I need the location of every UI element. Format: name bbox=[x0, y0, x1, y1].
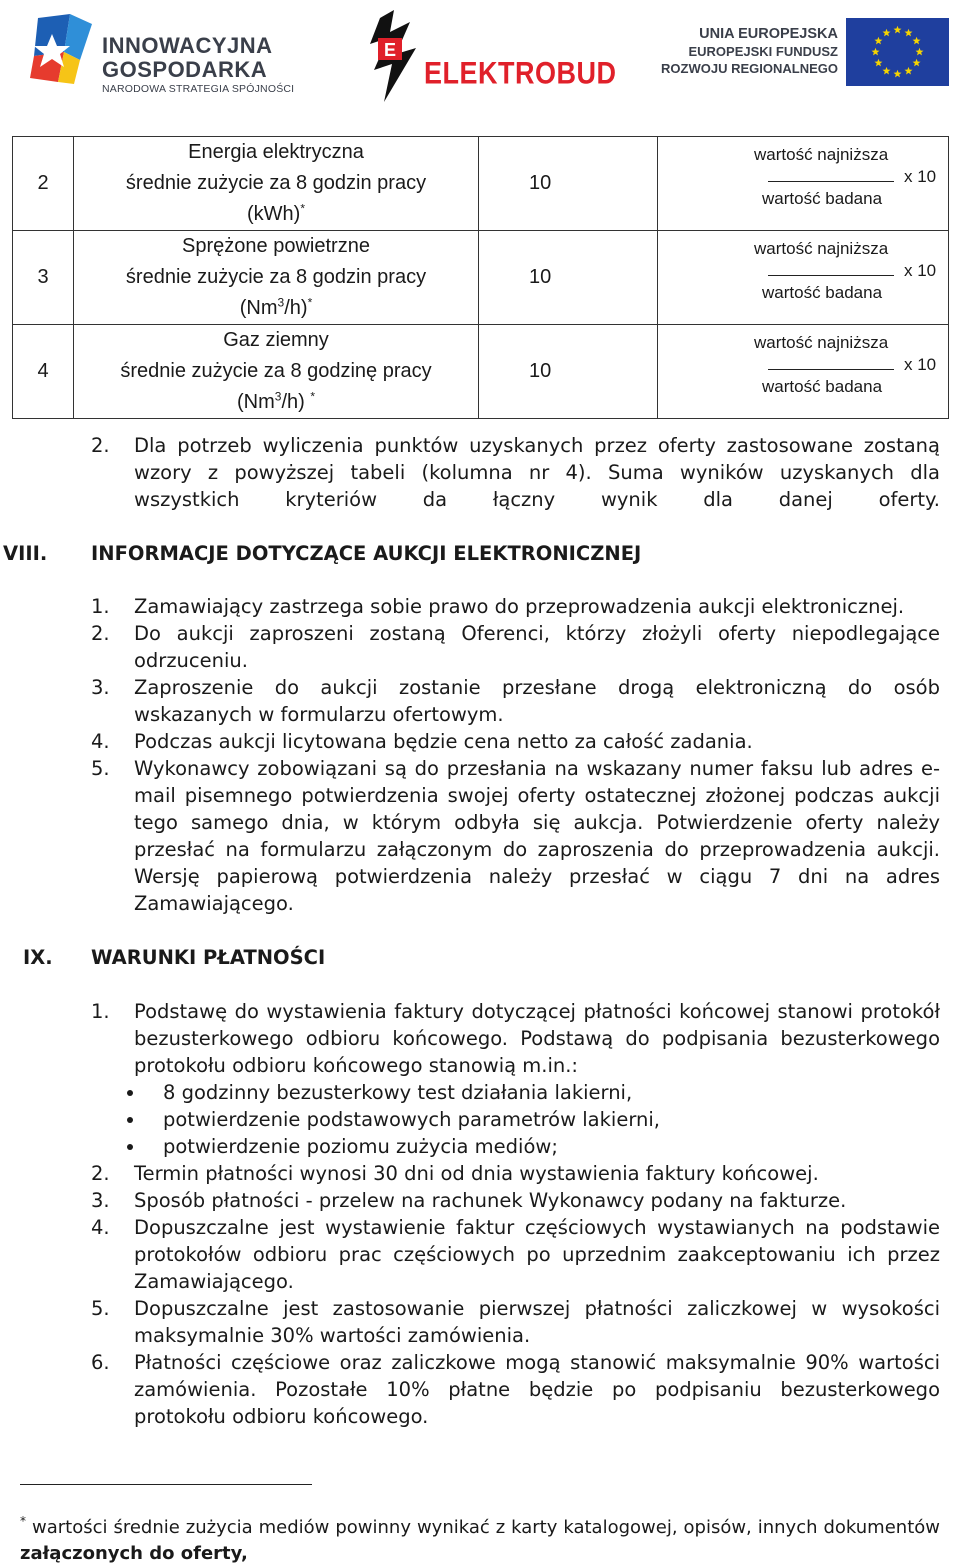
criterion-unit: (Nm$^3$/h) * bbox=[236, 389, 316, 413]
criterion-weight: 10 bbox=[479, 325, 658, 419]
list-item-number: 5. bbox=[91, 1297, 110, 1320]
logo-text-line3: NARODOWA STRATEGIA SPÓJNOŚCI bbox=[102, 83, 295, 95]
criterion-name bbox=[74, 231, 479, 325]
footnote-star: * bbox=[20, 1514, 26, 1528]
criterion-formula bbox=[658, 137, 949, 231]
list-item-number: 6. bbox=[91, 1351, 110, 1374]
list-item-number: 3. bbox=[91, 1189, 110, 1212]
formula-denominator: wartość badana bbox=[762, 377, 883, 396]
criterion-name bbox=[74, 325, 479, 419]
list-item-text: Do aukcji zaproszeni zostaną Oferenci, którzy złożyli oferty niepodlegające odrzuceniu. bbox=[134, 622, 940, 672]
criteria-table bbox=[12, 136, 949, 419]
row-number: 2 bbox=[13, 137, 74, 231]
innowacyjna-star-icon bbox=[30, 12, 96, 84]
criterion-formula bbox=[658, 231, 949, 325]
eu-text-line1: UNIA EUROPEJSKA bbox=[699, 26, 838, 42]
svg-text:E: E bbox=[383, 40, 397, 60]
bullet-icon bbox=[127, 1090, 133, 1096]
fraction-line bbox=[768, 369, 894, 370]
list-item-number: 1. bbox=[91, 1000, 110, 1023]
elektrobud-wordmark: ELEKTROBUD bbox=[424, 55, 617, 91]
section-title: INFORMACJE DOTYCZĄCE AUKCJI ELEKTRONICZNEJ bbox=[91, 542, 642, 565]
formula-denominator: wartość badana bbox=[762, 189, 883, 208]
list-item-number: 2. bbox=[91, 1162, 110, 1185]
section-number: IX. bbox=[23, 946, 53, 969]
section-title: WARUNKI PŁATNOŚCI bbox=[91, 946, 326, 969]
list-item-number: 5. bbox=[91, 757, 110, 780]
list-item-text: Płatności częściowe oraz zaliczkowe mogą stanowić maksymalnie 90% wartości zamówienia. Pozostałe 10% płatne będzie po podpisaniu bezusterkowego protokołu odbioru końcowego. bbox=[134, 1351, 940, 1428]
footnote-rule bbox=[20, 1484, 312, 1485]
innowacyjna-gospodarka-logo bbox=[30, 8, 300, 95]
list-item-number: 4. bbox=[91, 1216, 110, 1239]
formula-multiplier: x 10 bbox=[904, 261, 937, 280]
criterion-weight: 10 bbox=[479, 231, 658, 325]
bullet-icon bbox=[127, 1144, 133, 1150]
row-number: 4 bbox=[13, 325, 74, 419]
bullet-item-text: potwierdzenie podstawowych parametrów lakierni, bbox=[163, 1108, 660, 1131]
row-number: 3 bbox=[13, 231, 74, 325]
criterion-unit: (Nm$^3$/h)* bbox=[239, 295, 313, 319]
bullet-icon bbox=[127, 1117, 133, 1123]
footnote-text: wartości średnie zużycia mediów powinny wynikać z karty katalogowej, opisów, innych dokumentów bbox=[32, 1517, 940, 1538]
logo-text-line1: INNOWACYJNA bbox=[102, 33, 273, 58]
list-item-text: Zamawiający zastrzega sobie prawo do przeprowadzenia aukcji elektronicznej. bbox=[134, 595, 905, 618]
list-item-text: Podczas aukcji licytowana będzie cena netto za całość zadania. bbox=[134, 730, 753, 753]
table-row bbox=[13, 137, 949, 231]
eu-text-line2: EUROPEJSKI FUNDUSZ bbox=[688, 44, 838, 59]
elektrobud-brush-icon bbox=[366, 8, 426, 104]
list-item-text: Podstawę do wystawienia faktury dotyczącej płatności końcowej stanowi protokół bezusterkowego odbioru końcowego. Podstawą do podpisania bezusterkowego protokołu odbioru końcowego stanowią m.in.: bbox=[134, 1000, 940, 1077]
criterion-description: średnie zużycie za 8 godzin pracy bbox=[125, 172, 427, 194]
criterion-unit: (kWh)* bbox=[247, 201, 305, 225]
list-item-text: Wykonawcy zobowiązani są do przesłania na wskazany numer faksu lub adres e-mail pisemnego potwierdzenia swojej oferty ostatecznej złożonej podczas aukcji tego samego dnia, w którym odbyła się aukcja. Potwierdzenie oferty należy przesłać na formularzu załączonym do zaproszenia do przeprowadzenia aukcji. Wersję papierową potwierdzenia należy przesłać w ciągu 7 dni na adres Zamawiającego. bbox=[134, 757, 940, 915]
criterion-description: średnie zużycie za 8 godzinę pracy bbox=[120, 360, 432, 382]
list-item-number: 2. bbox=[91, 622, 110, 645]
criterion-description: średnie zużycie za 8 godzin pracy bbox=[125, 266, 427, 288]
formula-multiplier: x 10 bbox=[904, 355, 937, 374]
list-item-text: Dopuszczalne jest zastosowanie pierwszej płatności zaliczkowej w wysokości maksymalnie 30% wartości zamówienia. bbox=[134, 1297, 940, 1347]
elektrobud-logo bbox=[366, 8, 617, 104]
bullet-item-text: potwierdzenie poziomu zużycia mediów; bbox=[163, 1135, 558, 1158]
eu-fund-logo bbox=[661, 18, 953, 88]
formula-numerator: wartość najniższa bbox=[754, 239, 889, 258]
list-item-text: Zaproszenie do aukcji zostanie przesłane drogą elektroniczną do osób wskazanych w formularzu ofertowym. bbox=[134, 676, 940, 726]
formula-numerator: wartość najniższa bbox=[754, 333, 889, 352]
section-number: VIII. bbox=[3, 542, 48, 565]
list-item-number: 4. bbox=[91, 730, 110, 753]
table-row bbox=[13, 325, 949, 419]
list-item-text: Termin płatności wynosi 30 dni od dnia wystawienia faktury końcowej. bbox=[134, 1162, 819, 1185]
list-item-text: Sposób płatności - przelew na rachunek Wykonawcy podany na fakturze. bbox=[134, 1189, 847, 1212]
formula-denominator: wartość badana bbox=[762, 283, 883, 302]
criterion-weight: 10 bbox=[479, 137, 658, 231]
fraction-line bbox=[768, 181, 894, 182]
footnote bbox=[20, 1508, 940, 1567]
criterion-formula bbox=[658, 325, 949, 419]
formula-numerator: wartość najniższa bbox=[754, 145, 889, 164]
list-item-number: 3. bbox=[91, 676, 110, 699]
criterion-name bbox=[74, 137, 479, 231]
page-header bbox=[0, 0, 960, 110]
bullet-item-text: 8 godzinny bezusterkowy test działania lakierni, bbox=[163, 1081, 633, 1104]
criterion-title: Sprężone powietrzne bbox=[182, 235, 370, 257]
eu-flag-icon bbox=[846, 18, 949, 86]
list-item-text: Dopuszczalne jest wystawienie faktur częściowych wystawianych na podstawie protokołów odbioru prac częściowych po uprzednim zaakceptowaniu ich przez Zamawiającego. bbox=[134, 1216, 940, 1293]
fraction-line bbox=[768, 275, 894, 276]
formula-multiplier: x 10 bbox=[904, 167, 937, 186]
point-number: 2. bbox=[91, 434, 110, 457]
eu-text-line3: ROZWOJU REGIONALNEGO bbox=[661, 61, 838, 76]
footnote-bold-text: załączonych do oferty, bbox=[20, 1543, 248, 1564]
logo-text-line2: GOSPODARKA bbox=[102, 57, 268, 82]
table-row bbox=[13, 231, 949, 325]
criterion-title: Gaz ziemny bbox=[223, 329, 329, 351]
criterion-title: Energia elektryczna bbox=[188, 141, 364, 163]
list-item-number: 1. bbox=[91, 595, 110, 618]
point-text: Dla potrzeb wyliczenia punktów uzyskanych przez oferty zastosowane zostaną wzory z powyższej tabeli (kolumna nr 4). Suma wyników uzyskanych dla wszystkich kryteriów da łączny wynik dla danej oferty. bbox=[134, 434, 940, 511]
